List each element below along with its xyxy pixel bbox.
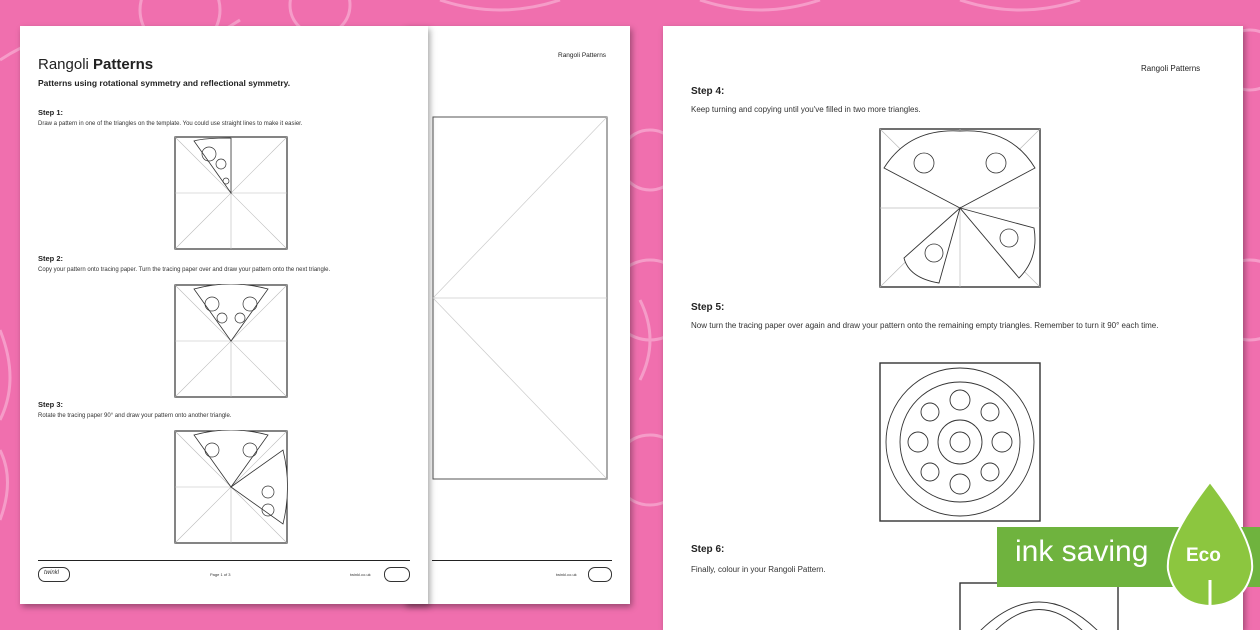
footer-site: twinkl.co.uk — [350, 572, 371, 577]
eco-label: Eco — [1186, 545, 1221, 566]
page-header: Rangoli Patterns — [558, 52, 607, 59]
template-square — [432, 116, 608, 480]
step-3-diagram — [174, 430, 288, 544]
step-6-diagram — [959, 582, 1119, 630]
step-5-heading: Step 5: — [691, 302, 725, 313]
step-4-diagram — [879, 128, 1041, 288]
step-1-heading: Step 1: — [38, 108, 64, 117]
footer-rule — [38, 560, 410, 561]
ink-saving-label: ink saving — [1015, 535, 1149, 568]
footer-page-number: Page 1 of 3 — [210, 572, 231, 577]
worksheet-page-1 — [20, 26, 428, 604]
twinkl-logo: twinkl — [38, 567, 70, 582]
page-subtitle: Patterns using rotational symmetry and reflectional symmetry. — [38, 78, 291, 88]
step-1-text: Draw a pattern in one of the triangles on the template. You could use straight lines to make it easier. — [38, 121, 303, 127]
footer-rule — [432, 560, 612, 561]
step-2-text: Copy your pattern onto tracing paper. Turn the tracing paper over and draw your pattern onto the next triangle. — [38, 267, 331, 273]
step-2-diagram — [174, 284, 288, 398]
step-4-text: Keep turning and copying until you've filled in two more triangles. — [691, 105, 921, 114]
footer-site: twinkl.co.uk — [556, 572, 577, 577]
worksheet-page-2 — [404, 26, 630, 604]
page-header: Rangoli Patterns — [1141, 64, 1201, 73]
step-3-heading: Step 3: — [38, 400, 64, 409]
step-6-text: Finally, colour in your Rangoli Pattern. — [691, 565, 826, 574]
twinkl-badge-logo — [588, 567, 612, 582]
step-2-heading: Step 2: — [38, 254, 64, 263]
step-5-text: Now turn the tracing paper over again and draw your pattern onto the remaining empty triangles. Remember to turn it 90° each time. — [691, 321, 1159, 330]
step-4-heading: Step 4: — [691, 86, 725, 97]
step-6-heading: Step 6: — [691, 544, 725, 555]
step-1-diagram — [174, 136, 288, 250]
step-5-diagram — [879, 362, 1041, 522]
page-title: Rangoli Patterns — [38, 56, 154, 73]
step-3-text: Rotate the tracing paper 90° and draw your pattern onto another triangle. — [38, 413, 232, 419]
twinkl-badge-logo — [384, 567, 410, 582]
